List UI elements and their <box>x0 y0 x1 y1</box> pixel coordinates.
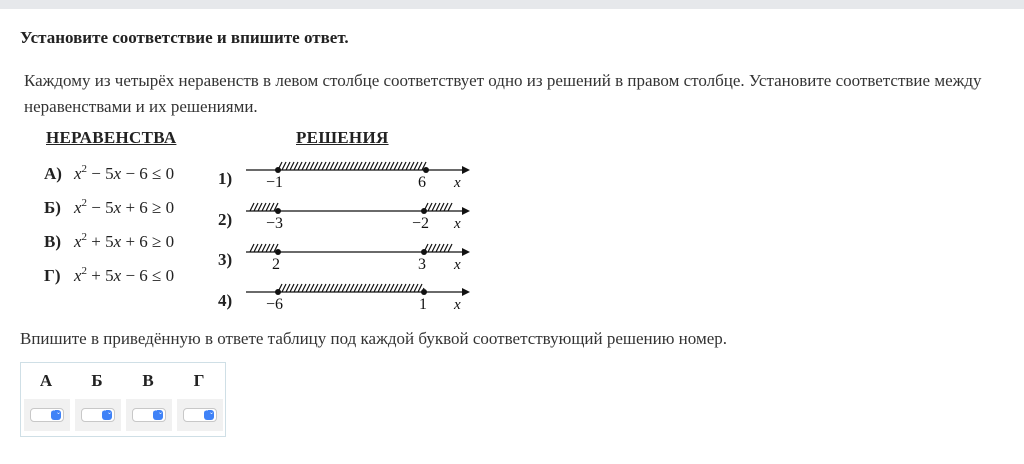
axis-arrow <box>462 166 470 174</box>
solution-number: 3) <box>218 250 233 269</box>
axis-arrow <box>462 288 470 296</box>
task-heading: Установите соответствие и впишите ответ. <box>20 28 349 47</box>
inequality-g: Г) $x^2 + 5x - 6 \le 0$ <box>44 265 175 285</box>
answer-cell-b <box>75 399 121 431</box>
answer-instruction: Впишите в приведённую в ответе таблицу под каждой буквой соответствующий решению номер. <box>20 329 728 348</box>
inequality-letter: Г) <box>44 266 61 285</box>
tick-label-right: 6 <box>418 174 426 191</box>
answer-header-v: В <box>142 371 154 390</box>
point-right <box>421 289 427 295</box>
solutions-column-header: РЕШЕНИЯ <box>296 128 389 147</box>
point-left <box>275 249 281 255</box>
point-left <box>275 289 281 295</box>
answer-header-b: Б <box>91 371 103 390</box>
tick-label-left: −3 <box>266 215 284 232</box>
answer-header-a: А <box>39 371 53 390</box>
inequality-b: Б) $x^2 - 5x + 6 \ge 0$ <box>44 197 175 217</box>
tick-label-right: 3 <box>418 256 426 273</box>
tick-label-left: −1 <box>266 174 284 191</box>
inequality-letter: В) <box>44 232 61 251</box>
answer-select-a[interactable] <box>30 408 64 422</box>
inequality-a: А) $x^2 - 5x - 6 \le 0$ <box>44 163 175 183</box>
answer-select-g[interactable] <box>183 408 217 422</box>
answer-cell-a <box>24 399 70 431</box>
hatch-between <box>278 284 424 292</box>
answer-select-v[interactable] <box>132 408 166 422</box>
inequality-letter: А) <box>44 164 62 183</box>
number-line-3 <box>240 238 475 274</box>
point-left <box>275 208 281 214</box>
hatch-between <box>278 162 426 170</box>
number-line-4 <box>240 278 475 314</box>
axis-arrow <box>462 248 470 256</box>
select-arrows-icon: ⌃⌄ <box>51 410 61 420</box>
top-bar <box>0 0 1024 9</box>
answer-header-g: Г <box>193 371 205 390</box>
answer-cell-g <box>177 399 223 431</box>
select-arrows-icon: ⌃⌄ <box>153 410 163 420</box>
task-intro: Каждому из четырёх неравенств в левом столбце соответствует одно из решений в правом столбце. Установите соответствие между неравенствами и их решениями. <box>24 71 982 116</box>
answer-select-b[interactable] <box>81 408 115 422</box>
select-arrows-icon: ⌃⌄ <box>204 410 214 420</box>
axis-label: x <box>454 297 461 313</box>
number-line-2 <box>240 197 475 233</box>
number-line-1 <box>240 156 475 192</box>
point-left <box>275 167 281 173</box>
solution-number: 1) <box>218 169 233 188</box>
point-right <box>421 249 427 255</box>
tick-label-left: −6 <box>266 296 284 313</box>
axis-label: x <box>454 216 461 232</box>
inequality-v: В) $x^2 + 5x + 6 \ge 0$ <box>44 231 175 251</box>
tick-label-right: −2 <box>412 215 430 232</box>
axis-label: x <box>454 257 461 273</box>
axis-label: x <box>454 175 461 191</box>
point-right <box>421 208 427 214</box>
point-right <box>423 167 429 173</box>
inequalities-column-header: НЕРАВЕНСТВА <box>46 128 177 147</box>
tick-label-left: 2 <box>272 256 280 273</box>
inequality-letter: Б) <box>44 198 61 217</box>
answer-table <box>20 362 226 437</box>
tick-label-right: 1 <box>419 296 427 313</box>
solution-number: 4) <box>218 291 233 310</box>
solution-number: 2) <box>218 210 233 229</box>
select-arrows-icon: ⌃⌄ <box>102 410 112 420</box>
axis-arrow <box>462 207 470 215</box>
answer-cell-v <box>126 399 172 431</box>
